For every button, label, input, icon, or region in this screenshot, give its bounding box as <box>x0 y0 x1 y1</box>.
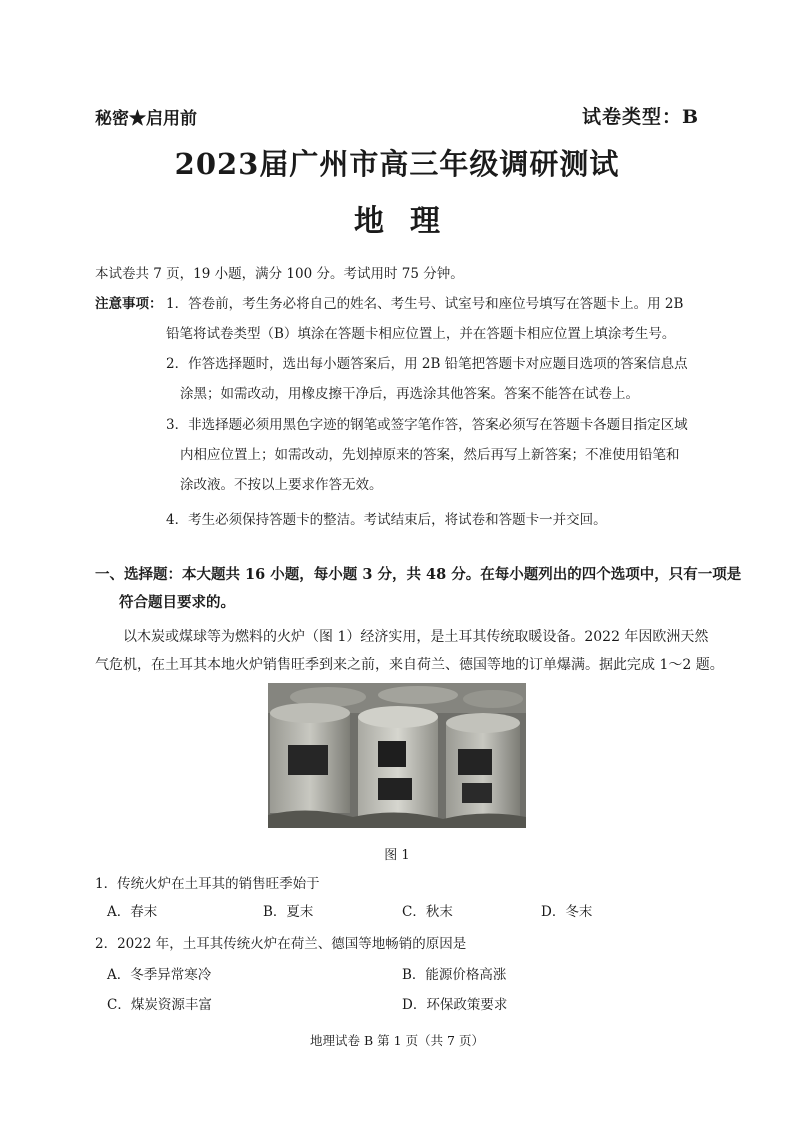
answer-option: B．夏末 <box>263 904 314 920</box>
note-line: 涂黑；如需改动，用橡皮擦干净后，再选涂其他答案。答案不能答在试卷上。 <box>180 386 639 402</box>
passage-line: 以木炭或煤球等为燃料的火炉（图 1）经济实用，是土耳其传统取暖设备。2022 年因欧洲天然 <box>123 629 709 645</box>
paper-type-label: 试卷类型：B <box>581 106 699 128</box>
note-line: 涂改液。不按以上要求作答无效。 <box>180 477 383 493</box>
stove-photo-illustration <box>268 683 526 828</box>
answer-option: C．煤炭资源丰富 <box>107 997 212 1013</box>
figure-caption: 图 1 <box>384 848 410 863</box>
answer-option: D．环保政策要求 <box>402 997 508 1013</box>
section-heading: 一、选择题：本大题共 16 小题，每小题 3 分，共 48 分。在每小题列出的四个选项中，只有一项是 <box>95 566 742 583</box>
answer-option: C．秋末 <box>402 904 453 920</box>
answer-option: A．春末 <box>107 904 158 920</box>
note-line: 铅笔将试卷类型（B）填涂在答题卡相应位置上，并在答题卡相应位置上填涂考生号。 <box>166 326 676 342</box>
answer-option: B．能源价格高涨 <box>402 967 507 983</box>
note-line: 2．作答选择题时，选出每小题答案后，用 2B 铅笔把答题卡对应题目选项的答案信息点 <box>166 356 688 372</box>
answer-option: A．冬季异常寒冷 <box>107 967 212 983</box>
note-line: 内相应位置上；如需改动，先划掉原来的答案，然后再写上新答案；不准使用铅笔和 <box>180 447 680 463</box>
exam-title: 2023届广州市高三年级调研测试 <box>174 147 620 181</box>
question-stem: 1．传统火炉在土耳其的销售旺季始于 <box>95 876 320 892</box>
confidential-label: 秘密★启用前 <box>95 109 197 129</box>
note-line: 3．非选择题必须用黑色字迹的钢笔或签字笔作答，答案必须写在答题卡各题目指定区域 <box>166 417 688 433</box>
passage-line: 气危机，在土耳其本地火炉销售旺季到来之前，来自荷兰、德国等地的订单爆满。据此完成 1～2 题。 <box>95 657 724 673</box>
notes-label: 注意事项： <box>95 296 163 312</box>
answer-option: D．冬末 <box>541 904 593 920</box>
note-line: 4．考生必须保持答题卡的整洁。考试结束后，将试卷和答题卡一并交回。 <box>166 512 607 528</box>
section-heading-cont: 符合题目要求的。 <box>119 594 235 611</box>
page-footer: 地理试卷 B 第 1 页（共 7 页） <box>310 1033 484 1048</box>
exam-info: 本试卷共 7 页，19 小题，满分 100 分。考试用时 75 分钟。 <box>95 266 464 282</box>
stove-photo <box>268 683 526 828</box>
subject-title: 地理 <box>354 204 466 239</box>
note-line: 1．答卷前，考生务必将自己的姓名、考生号、试室号和座位号填写在答题卡上。用 2B <box>166 296 684 312</box>
question-stem: 2．2022 年，土耳其传统火炉在荷兰、德国等地畅销的原因是 <box>95 936 467 952</box>
